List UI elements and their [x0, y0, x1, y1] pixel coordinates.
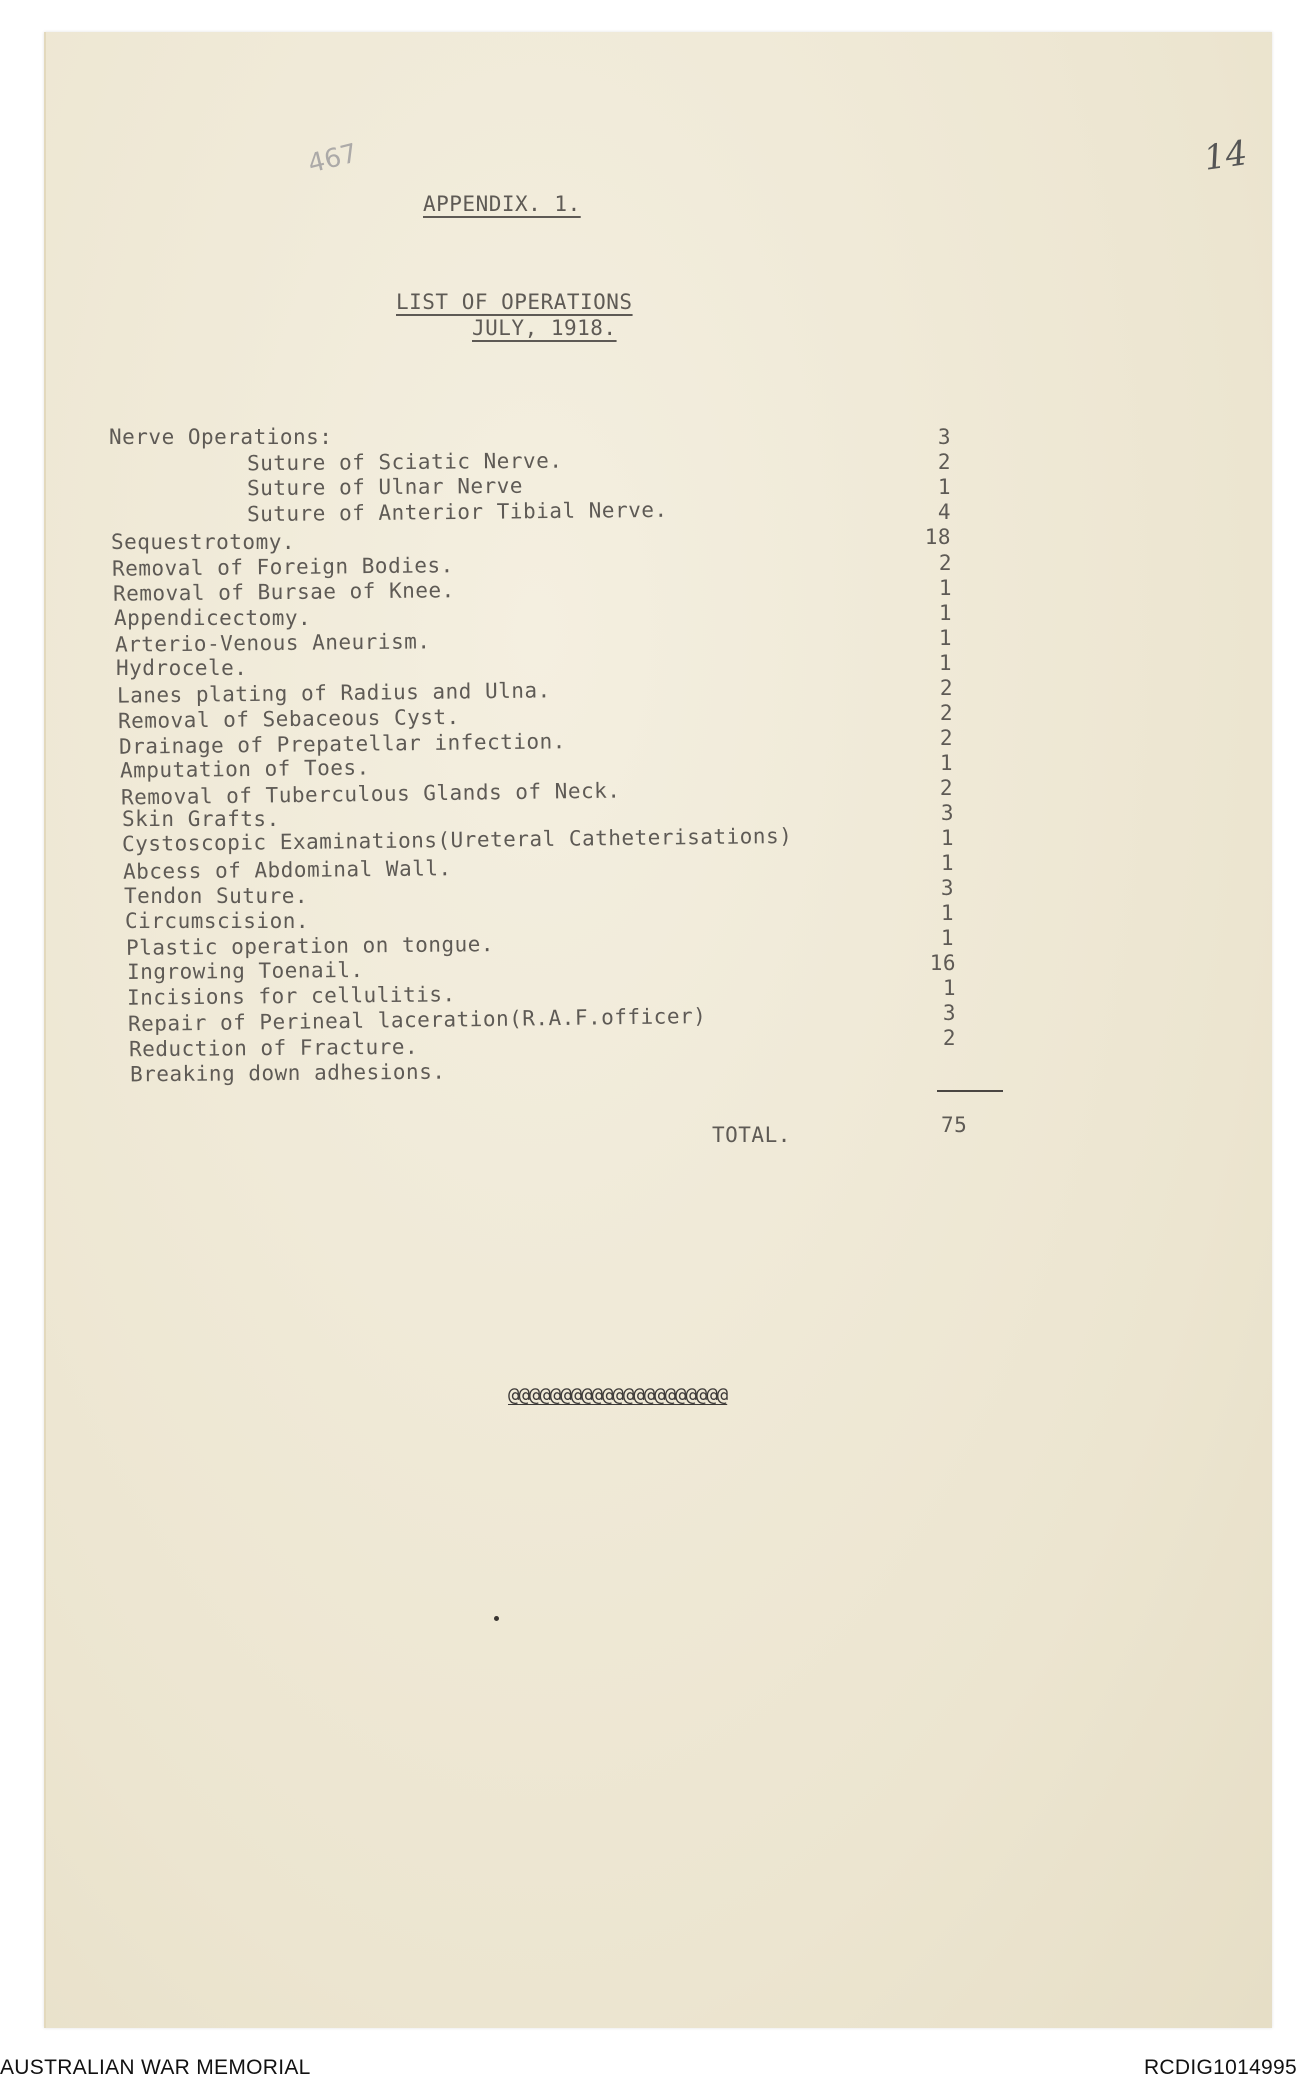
count-value: 1 [940, 851, 954, 875]
operation-item: Breaking down adhesions. [129, 1059, 446, 1087]
count-value: 2 [937, 450, 951, 474]
count-value: 3 [940, 801, 954, 825]
operation-item: Suture of Ulnar Nerve [246, 473, 524, 501]
count-value: 2 [942, 1026, 956, 1050]
operation-item: Incisions for cellulitis. [126, 982, 456, 1010]
count-value: 1 [938, 626, 952, 650]
operation-item: Removal of Foreign Bodies. [111, 553, 454, 581]
operation-item: Suture of Sciatic Nerve. [246, 448, 563, 476]
count-value: 2 [938, 551, 952, 575]
operation-item: Removal of Sebaceous Cyst. [117, 704, 460, 734]
count-value: 2 [939, 701, 953, 725]
count-value: 1 [942, 976, 956, 1000]
count-value: 4 [937, 500, 951, 524]
operation-item: Suture of Anterior Tibial Nerve. [246, 497, 668, 527]
operation-item: Lanes plating of Radius and Ulna. [116, 678, 551, 708]
handwritten-folio-mark: 14 [1201, 133, 1250, 179]
operation-item: Appendicectomy. [114, 606, 312, 630]
operation-item: Plastic operation on tongue. [125, 932, 495, 960]
operation-item: Arterio-Venous Aneurism. [114, 629, 431, 657]
operation-item: Removal of Tuberculous Glands of Neck. [120, 778, 621, 810]
count-value: 1 [938, 601, 952, 625]
operation-item: Reduction of Fracture. [128, 1034, 419, 1062]
count-value: 1 [938, 651, 952, 675]
count-value: 18 [924, 525, 951, 549]
ink-speck [494, 1616, 499, 1621]
count-value: 1 [940, 926, 954, 950]
operation-item: Skin Grafts. [122, 807, 280, 831]
count-value: 16 [929, 951, 956, 975]
total-label: TOTAL. [712, 1123, 791, 1147]
operation-item: Hydrocele. [116, 656, 248, 680]
list-subtitle: JULY, 1918. [472, 316, 617, 340]
total-value: 75 [941, 1113, 968, 1137]
list-title: LIST OF OPERATIONS [396, 290, 633, 314]
count-value: 3 [942, 1001, 956, 1025]
count-value: 2 [939, 726, 953, 750]
appendix-heading: APPENDIX. 1. [423, 192, 581, 216]
count-value: 3 [937, 425, 951, 449]
operation-item: Drainage of Prepatellar infection. [118, 729, 567, 759]
total-underline [937, 1090, 1003, 1092]
operation-item: Cystoscopic Examinations(Ureteral Catheterisations) [121, 823, 793, 857]
operation-item: Repair of Perineal laceration(R.A.F.officer) [127, 1003, 707, 1037]
operation-item: Abcess of Abdominal Wall. [122, 856, 452, 884]
count-value: 1 [940, 901, 954, 925]
count-value: 1 [939, 751, 953, 775]
count-value: 1 [937, 475, 951, 499]
count-value: 1 [938, 576, 952, 600]
operation-item: Nerve Operations: [109, 425, 333, 449]
count-value: 1 [940, 826, 954, 850]
operation-item: Ingrowing Toenail. [126, 957, 364, 985]
operation-item: Amputation of Toes. [119, 755, 370, 783]
pencil-page-number: 467 [305, 138, 361, 180]
operation-item: Circumscision. [125, 909, 310, 933]
decorative-at-border: @@@@@@@@@@@@@@@@@@@@@ [508, 1384, 728, 1406]
count-value: 2 [939, 776, 953, 800]
count-value: 2 [939, 676, 953, 700]
operation-item: Sequestrotomy. [111, 530, 296, 554]
footer-institution: AUSTRALIAN WAR MEMORIAL [0, 2056, 311, 2079]
operation-item: Tendon Suture. [124, 884, 309, 908]
operation-item: Removal of Bursae of Knee. [112, 578, 455, 606]
count-value: 3 [940, 876, 954, 900]
footer-record-id: RCDIG1014995 [1143, 2056, 1297, 2079]
